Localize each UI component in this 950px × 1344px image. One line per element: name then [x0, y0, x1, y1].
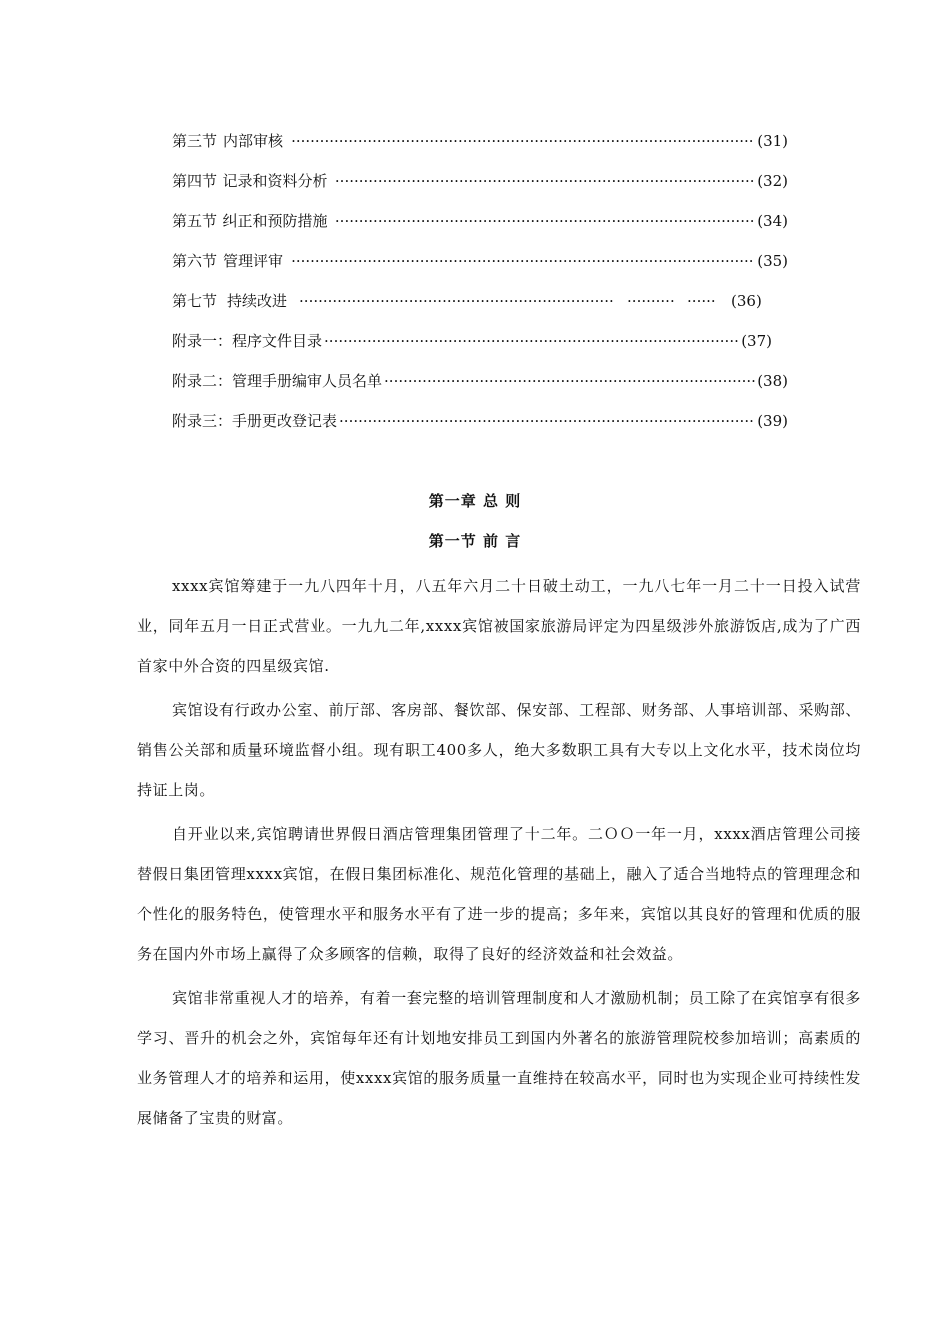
toc-page: (34) — [757, 212, 788, 230]
toc-page: (35) — [757, 252, 789, 270]
toc-leader-dots — [299, 290, 615, 312]
toc-page: (32) — [757, 172, 788, 190]
toc-title: 记录和资料分析 — [222, 172, 328, 190]
body-text — [137, 566, 861, 1142]
toc-entry[interactable] — [172, 410, 788, 450]
toc-section: 第四节 — [172, 172, 218, 190]
chapter-title: 第一章 总 则 — [428, 492, 522, 510]
toc-leader-dots — [291, 250, 755, 272]
toc-entry[interactable] — [172, 370, 788, 410]
toc-title: 纠正和预防措施 — [222, 212, 328, 230]
toc-section: 第五节 — [172, 212, 218, 230]
paragraph: 宾馆设有行政办公室、前厅部、客房部、餐饮部、保安部、工程部、财务部、人事培训部、采购部、销售公关部和质量环境监督小组。现有职工400多人，绝大多数职工具有大专以上文化水平，技术岗位均持证上岗。 — [137, 701, 861, 799]
toc-page: (37) — [741, 332, 772, 350]
toc-section: 第三节 — [172, 132, 218, 150]
toc-page: (38) — [757, 372, 788, 390]
section-title: 第一节 前 言 — [428, 532, 522, 550]
toc-entry[interactable] — [172, 130, 788, 170]
toc-leader-dots — [339, 410, 755, 432]
toc-section: 附录三： — [172, 412, 233, 430]
toc-entry[interactable] — [172, 210, 788, 250]
toc-leader-dots — [687, 290, 717, 312]
toc-leader-dots — [384, 370, 755, 392]
toc-title: 手册更改登记表 — [232, 412, 338, 430]
toc-title: 程序文件目录 — [232, 332, 323, 350]
toc-entry[interactable] — [172, 170, 788, 210]
toc-leader-dots — [335, 170, 755, 192]
paragraph: xxxx宾馆筹建于一九八四年十月，八五年六月二十日破土动工，一九八七年一月二十一日投入试营业，同年五月一日正式营业。一九九二年,xxxx宾馆被国家旅游局评定为四星级涉外旅游饭店,成为了广西首家中外合资的四星级宾馆. — [137, 577, 861, 675]
toc-title: 内部审核 — [223, 132, 284, 150]
toc-leader-dots — [291, 130, 755, 152]
toc-entry[interactable] — [172, 250, 788, 290]
toc-section: 第七节 — [172, 292, 218, 310]
toc-page: (31) — [757, 132, 789, 150]
toc-title: 持续改进 — [227, 292, 288, 310]
toc-section: 附录一： — [172, 332, 233, 350]
toc-section: 第六节 — [172, 252, 218, 270]
toc-title: 管理评审 — [223, 252, 284, 270]
paragraph: 自开业以来,宾馆聘请世界假日酒店管理集团管理了十二年。二ＯＯ一年一月，xxxx酒店管理公司接替假日集团管理xxxx宾馆，在假日集团标准化、规范化管理的基础上，融入了适合当地特点的管理理念和个性化的服务特色，使管理水平和服务水平有了进一步的提高；多年来，宾馆以其良好的管理和优质的服务在国内外市场上赢得了众多顾客的信赖，取得了良好的经济效益和社会效益。 — [137, 825, 861, 963]
toc-leader-dots — [324, 330, 739, 352]
toc-entry[interactable] — [172, 290, 788, 330]
toc-section: 附录二： — [172, 372, 233, 390]
paragraph: 宾馆非常重视人才的培养，有着一套完整的培训管理制度和人才激励机制；员工除了在宾馆享有很多学习、晋升的机会之外，宾馆每年还有计划地安排员工到国内外著名的旅游管理院校参加培训；高素质的业务管理人才的培养和运用，使xxxx宾馆的服务质量一直维持在较高水平，同时也为实现企业可持续性发展储备了宝贵的财富。 — [137, 989, 861, 1127]
toc-leader-dots — [335, 210, 755, 232]
table-of-contents — [172, 130, 788, 450]
toc-page: (39) — [757, 412, 788, 430]
toc-entry[interactable] — [172, 330, 772, 370]
toc-title: 管理手册编审人员名单 — [232, 372, 383, 390]
toc-page: (36) — [731, 292, 762, 310]
toc-leader-dots — [627, 290, 675, 312]
